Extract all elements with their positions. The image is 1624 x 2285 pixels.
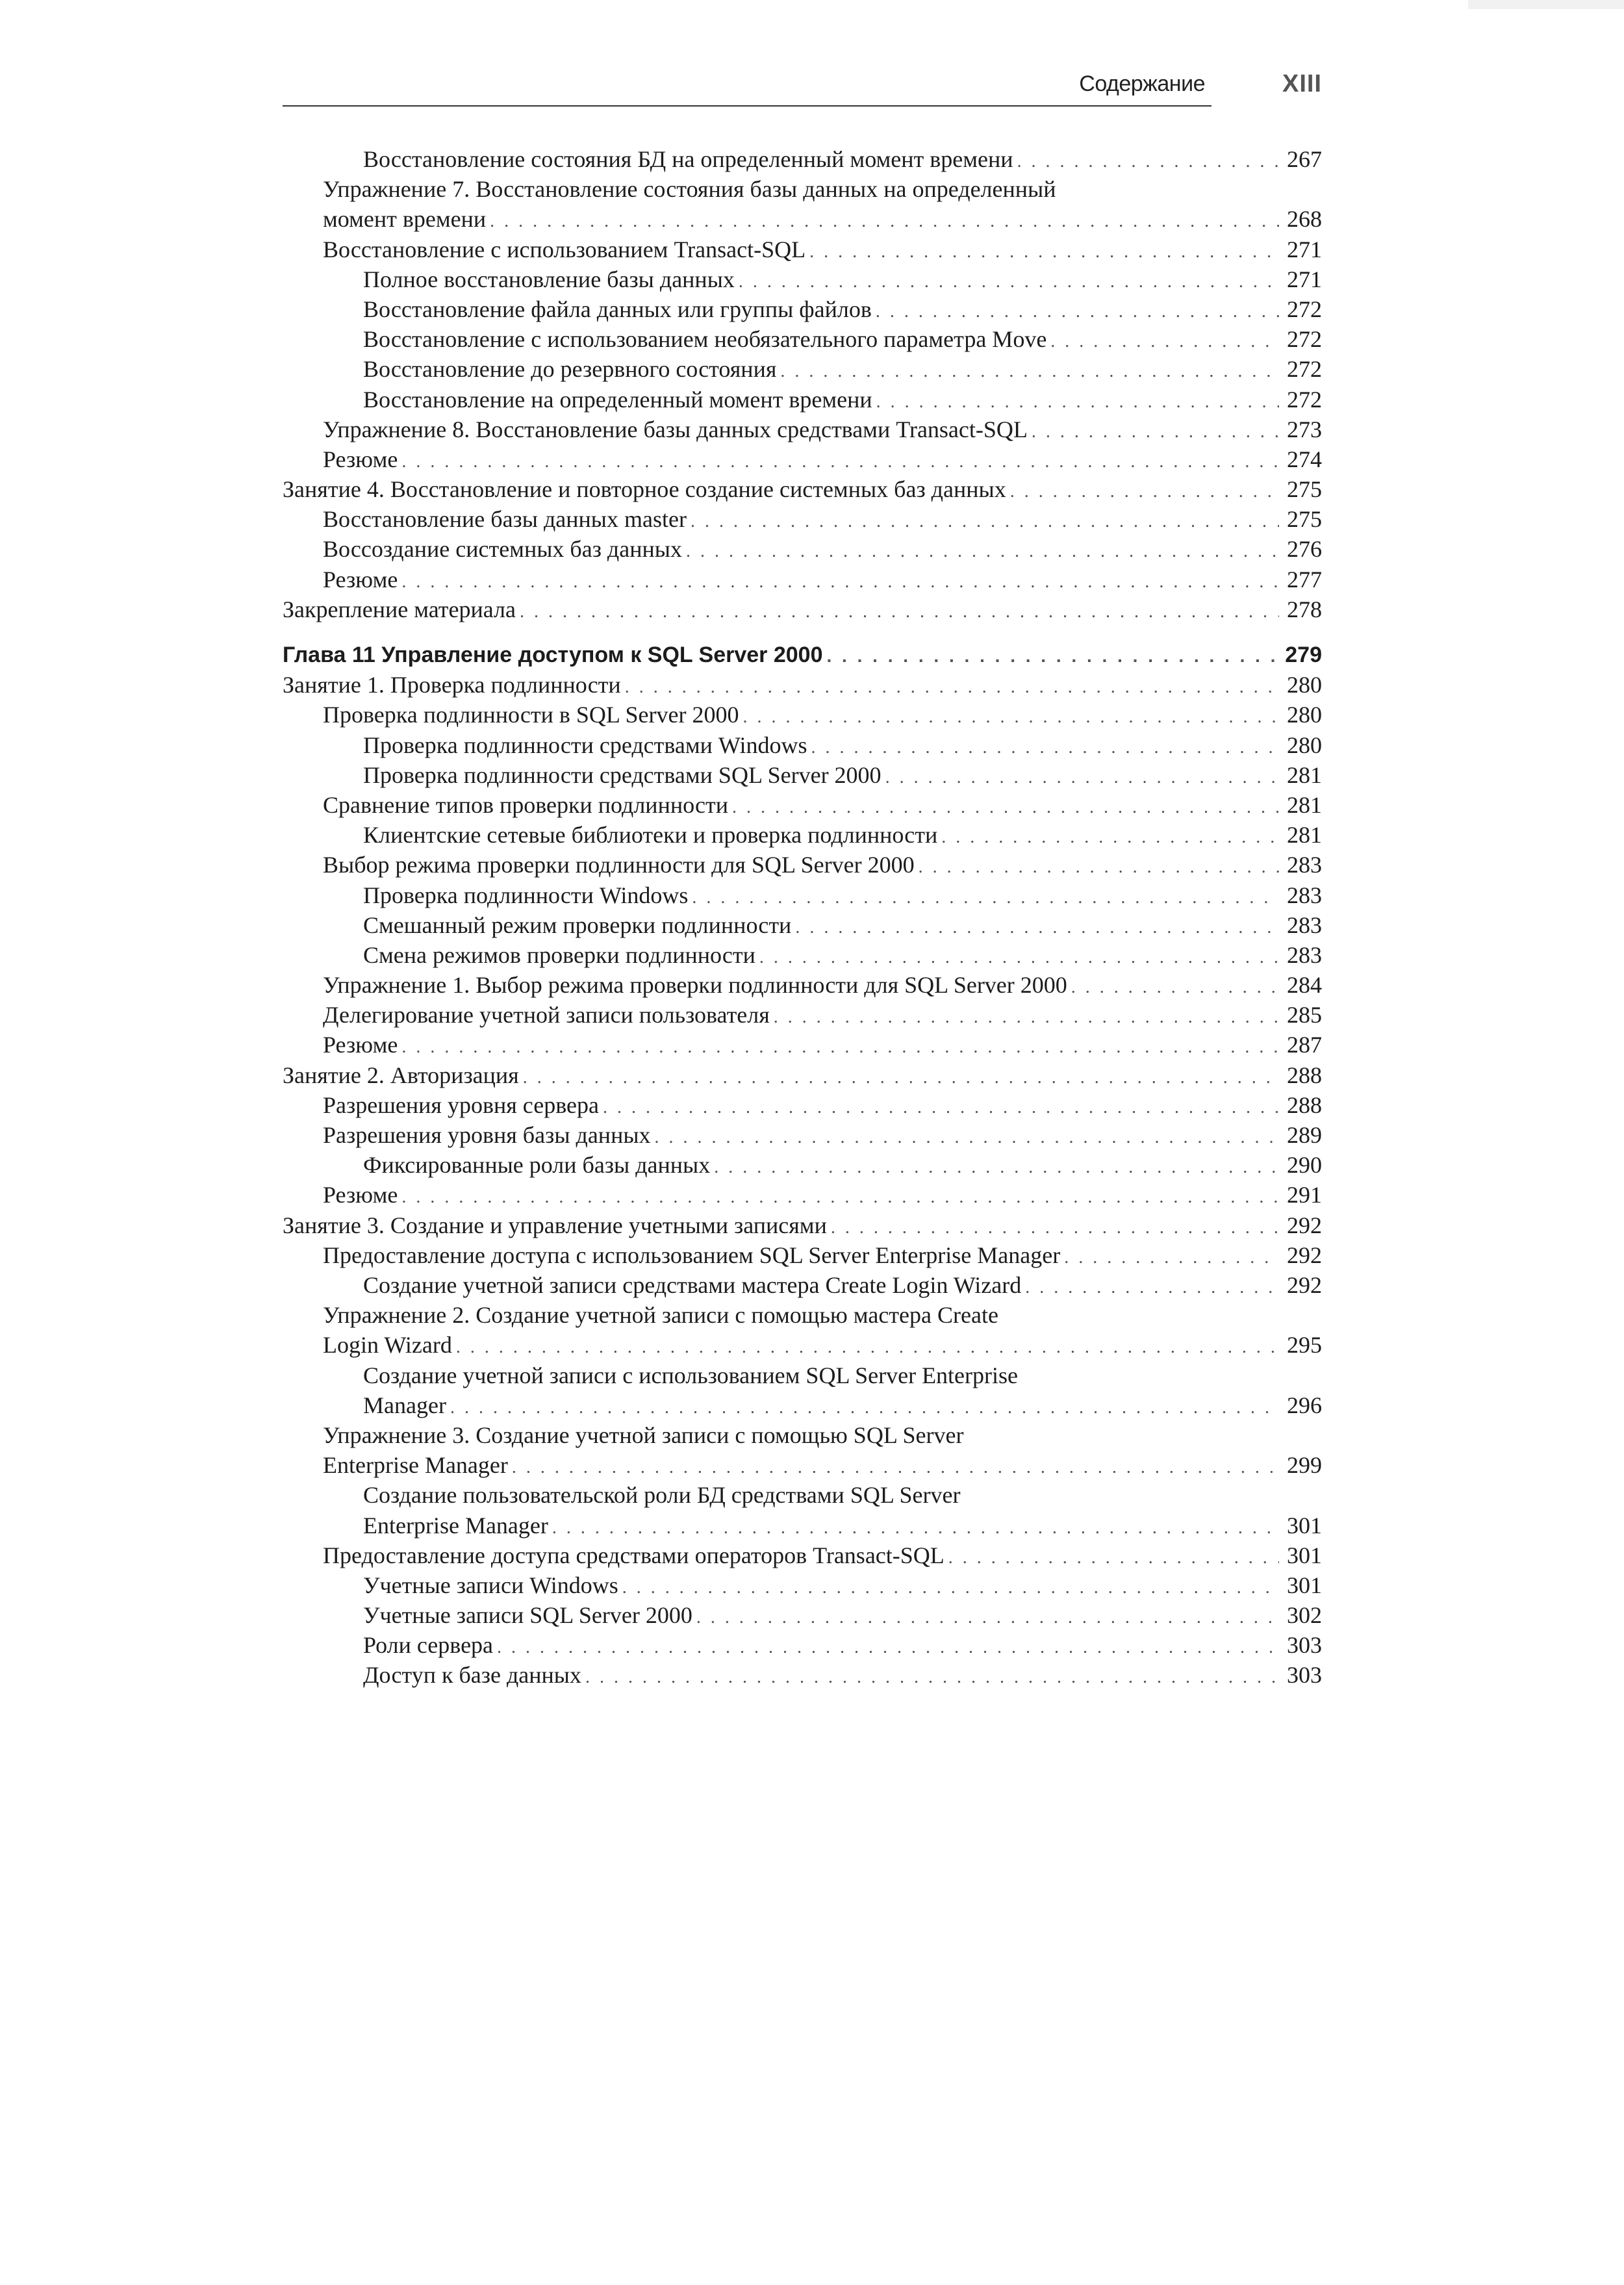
dot-leader xyxy=(811,733,1279,763)
toc-entry-title-continued: Login Wizard xyxy=(323,1332,452,1359)
toc-entry-page: 271 xyxy=(1287,236,1322,262)
dot-leader xyxy=(885,763,1279,793)
toc-entry-title: Закрепление материала xyxy=(283,596,516,622)
toc-entry-title: Учетные записи SQL Server 2000 xyxy=(363,1602,692,1629)
dot-leader xyxy=(876,387,1279,417)
toc-entry-page: 274 xyxy=(1287,446,1322,472)
toc-entry-page: 288 xyxy=(1287,1062,1322,1088)
toc-entry-page: 283 xyxy=(1287,852,1322,878)
toc-entry-page: 295 xyxy=(1287,1332,1322,1359)
toc-entry-page: 268 xyxy=(1287,206,1322,233)
dot-leader xyxy=(622,1573,1279,1603)
toc-entry-title: Доступ к базе данных xyxy=(363,1662,581,1689)
page-edge-shadow xyxy=(1468,0,1624,9)
toc-entry xyxy=(283,820,1322,850)
toc-entry-page: 291 xyxy=(1287,1182,1322,1208)
toc-entry-page: 267 xyxy=(1287,146,1322,172)
toc-entry-title: Восстановление с использованием необязательного параметра Move xyxy=(363,326,1047,353)
toc-entry-title: Резюме xyxy=(323,1032,398,1058)
dot-leader xyxy=(1071,973,1279,1002)
toc-entry-page: 281 xyxy=(1287,822,1322,849)
toc-entry-title: Проверка подлинности Windows xyxy=(363,882,689,908)
toc-entry-page: 283 xyxy=(1287,912,1322,938)
dot-leader xyxy=(523,1063,1279,1093)
dot-leader xyxy=(743,702,1280,732)
dot-leader xyxy=(603,1093,1279,1123)
dot-leader xyxy=(497,1633,1279,1663)
dot-leader xyxy=(759,943,1279,973)
toc-entry-page: 275 xyxy=(1287,506,1322,533)
toc-entry xyxy=(283,790,1322,820)
toc-entry xyxy=(283,415,1322,444)
dot-leader xyxy=(919,852,1279,882)
toc-entry xyxy=(283,444,1322,474)
toc-entry-title: Создание пользовательской роли БД средствами SQL Server xyxy=(363,1482,961,1509)
dot-leader xyxy=(401,1182,1279,1212)
toc-entry-page: 273 xyxy=(1287,416,1322,442)
toc-entry-page: 278 xyxy=(1287,596,1322,622)
toc-entry xyxy=(283,235,1322,264)
toc-entry xyxy=(283,294,1322,324)
dot-leader xyxy=(585,1663,1279,1692)
dot-leader xyxy=(686,537,1279,567)
toc-entry-page: 280 xyxy=(1287,702,1322,728)
toc-entry-page: 303 xyxy=(1287,1632,1322,1659)
toc-entry-page: 285 xyxy=(1287,1002,1322,1028)
toc-entry xyxy=(283,1150,1322,1180)
dot-leader xyxy=(696,1603,1279,1633)
toc-entry-page: 301 xyxy=(1287,1512,1322,1538)
toc-entry-title: Занятие 4. Восстановление и повторное создание системных баз данных xyxy=(283,476,1006,503)
toc-entry-title: Восстановление базы данных master xyxy=(323,506,687,533)
toc-entry-title: Создание учетной записи средствами мастера Create Login Wizard xyxy=(363,1271,1022,1298)
toc-entry-title-continued: момент времени xyxy=(323,206,487,233)
toc-entry-title: Предоставление доступа средствами операторов Transact-SQL xyxy=(323,1542,945,1568)
toc-entry xyxy=(283,1270,1322,1300)
dot-leader xyxy=(552,1513,1279,1543)
dot-leader xyxy=(941,823,1279,852)
toc-entry-title: Занятие 3. Создание и управление учетными записями xyxy=(283,1212,827,1238)
toc-entry xyxy=(283,1030,1322,1060)
toc-entry-title: Занятие 1. Проверка подлинности xyxy=(283,672,621,698)
toc-entry-title: Восстановление с использованием Transact-SQL xyxy=(323,236,806,262)
toc-entry-title: Упражнение 7. Восстановление состояния базы данных на определенный xyxy=(323,176,1056,203)
toc-entry xyxy=(283,385,1322,415)
toc-entry-title: Клиентские сетевые библиотеки и проверка подлинности xyxy=(363,822,938,849)
toc-entry xyxy=(283,174,1322,234)
toc-entry xyxy=(283,880,1322,910)
toc-entry xyxy=(283,1360,1322,1420)
toc-entry-page: 281 xyxy=(1287,761,1322,788)
toc-entry-title: Полное восстановление базы данных xyxy=(363,266,735,292)
toc-entry xyxy=(283,670,1322,700)
toc-entry-page: 271 xyxy=(1287,266,1322,292)
toc-entry-page: 272 xyxy=(1287,356,1322,383)
dot-leader xyxy=(1010,477,1279,507)
toc-entry xyxy=(283,700,1322,730)
dot-leader xyxy=(774,1002,1279,1032)
toc-entry-title: Упражнение 1. Выбор режима проверки подлинности для SQL Server 2000 xyxy=(323,972,1067,999)
toc-entry-page: 287 xyxy=(1287,1032,1322,1058)
toc-entry-title: Сравнение типов проверки подлинности xyxy=(323,791,728,818)
toc-entry xyxy=(283,504,1322,534)
toc-entry xyxy=(283,534,1322,564)
toc-entry xyxy=(283,760,1322,790)
dot-leader xyxy=(714,1153,1279,1182)
dot-leader xyxy=(795,913,1279,943)
dot-leader xyxy=(401,1032,1279,1062)
toc-entry-title: Восстановление до резервного состояния xyxy=(363,356,777,383)
dot-leader xyxy=(1050,327,1279,357)
toc-entry-title: Упражнение 8. Восстановление базы данных средствами Transact-SQL xyxy=(323,416,1028,442)
toc-entry-page: 283 xyxy=(1287,882,1322,908)
dot-leader xyxy=(1017,147,1279,177)
toc-entry-title: Восстановление на определенный момент времени xyxy=(363,386,872,413)
toc-entry xyxy=(283,940,1322,970)
toc-entry-page: 292 xyxy=(1287,1271,1322,1298)
toc-entry-title: Проверка подлинности средствами SQL Server 2000 xyxy=(363,761,882,788)
dot-leader xyxy=(831,1213,1279,1243)
dot-leader xyxy=(655,1123,1279,1153)
toc-entry-title: Разрешения уровня базы данных xyxy=(323,1122,651,1149)
toc-entry xyxy=(283,264,1322,294)
toc-entry xyxy=(283,474,1322,504)
toc-entry xyxy=(283,910,1322,940)
toc-entry-title: Учетные записи Windows xyxy=(363,1572,618,1598)
toc-entry-title: Делегирование учетной записи пользователя xyxy=(323,1002,770,1028)
toc-entry-page: 276 xyxy=(1287,536,1322,563)
toc-entry xyxy=(283,1600,1322,1630)
running-header-page-number: XIII xyxy=(1282,70,1322,97)
toc-entry xyxy=(283,1210,1322,1240)
toc-entry-title: Смена режимов проверки подлинности xyxy=(363,941,755,968)
toc-chapter-heading xyxy=(283,640,1322,670)
toc-entry-page: 279 xyxy=(1285,643,1322,668)
toc-entry-title-continued: Manager xyxy=(363,1392,446,1418)
toc-entry-title: Проверка подлинности в SQL Server 2000 xyxy=(323,702,739,728)
dot-leader xyxy=(450,1393,1279,1423)
toc-entry-page: 280 xyxy=(1287,672,1322,698)
toc-entry-page: 288 xyxy=(1287,1091,1322,1118)
toc-entry-page: 290 xyxy=(1287,1152,1322,1179)
dot-leader xyxy=(826,641,1279,671)
dot-leader xyxy=(520,597,1279,627)
toc-entry xyxy=(283,1120,1322,1150)
toc-entry-title-continued: Enterprise Manager xyxy=(363,1512,548,1538)
toc-entry xyxy=(283,1660,1322,1690)
toc-entry xyxy=(283,1480,1322,1540)
dot-leader xyxy=(456,1333,1279,1362)
toc-entry-page: 281 xyxy=(1287,791,1322,818)
toc-entry-page: 280 xyxy=(1287,732,1322,758)
toc-entry-page: 272 xyxy=(1287,386,1322,413)
toc-entry-title: Резюме xyxy=(323,1182,398,1208)
toc-entry-title: Резюме xyxy=(323,566,398,593)
header-rule xyxy=(283,105,1212,107)
toc-entry xyxy=(283,354,1322,384)
dot-leader xyxy=(1025,1273,1279,1303)
dot-leader xyxy=(780,357,1279,387)
dot-leader xyxy=(739,267,1279,297)
toc-entry-page: 302 xyxy=(1287,1602,1322,1629)
toc-entry-page: 284 xyxy=(1287,972,1322,999)
toc-entry xyxy=(283,730,1322,760)
dot-leader xyxy=(1032,417,1279,447)
running-header-title: Содержание xyxy=(1079,71,1205,96)
toc-entry-page: 292 xyxy=(1287,1242,1322,1268)
dot-leader xyxy=(625,672,1279,702)
toc-entry xyxy=(283,1060,1322,1090)
dot-leader xyxy=(948,1543,1279,1573)
toc-entry-title: Проверка подлинности средствами Windows xyxy=(363,732,807,758)
toc-entry-page: 292 xyxy=(1287,1212,1322,1238)
toc-entry-title: Восстановление состояния БД на определенный момент времени xyxy=(363,146,1013,172)
toc-entry-title: Фиксированные роли базы данных xyxy=(363,1152,711,1179)
toc-entry-title: Создание учетной записи с использованием SQL Server Enterprise xyxy=(363,1362,1018,1388)
toc-entry xyxy=(283,565,1322,594)
toc-entry-title: Смешанный режим проверки подлинности xyxy=(363,912,792,938)
dot-leader xyxy=(401,567,1279,597)
toc-entry-page: 272 xyxy=(1287,326,1322,353)
toc-entry-title: Упражнение 3. Создание учетной записи с помощью SQL Server xyxy=(323,1422,964,1448)
toc-entry-title-continued: Enterprise Manager xyxy=(323,1452,508,1479)
toc-entry-page: 275 xyxy=(1287,476,1322,503)
toc-entry-page: 283 xyxy=(1287,941,1322,968)
toc-entry xyxy=(283,1180,1322,1210)
toc-entry-page: 301 xyxy=(1287,1542,1322,1568)
dot-leader xyxy=(512,1453,1279,1483)
dot-leader xyxy=(401,447,1279,477)
toc-entry xyxy=(283,1420,1322,1480)
toc-entry xyxy=(283,1000,1322,1030)
dot-leader xyxy=(809,237,1279,267)
toc-entry-page: 299 xyxy=(1287,1452,1322,1479)
toc-entry xyxy=(283,324,1322,354)
toc-entry xyxy=(283,594,1322,624)
toc-entry xyxy=(283,1570,1322,1600)
toc-entry-title: Глава 11 Управление доступом к SQL Server 2000 xyxy=(283,643,823,668)
toc-entry-title: Занятие 2. Авторизация xyxy=(283,1062,519,1088)
toc-entry xyxy=(283,1630,1322,1660)
toc-entry-title: Роли сервера xyxy=(363,1632,494,1659)
toc-entry-page: 289 xyxy=(1287,1122,1322,1149)
toc-entry xyxy=(283,850,1322,880)
dot-leader xyxy=(691,507,1279,537)
toc-entry xyxy=(283,1090,1322,1120)
toc-entry xyxy=(283,1540,1322,1570)
toc-entry-title: Разрешения уровня сервера xyxy=(323,1091,599,1118)
toc-entry-page: 303 xyxy=(1287,1662,1322,1689)
toc-entry xyxy=(283,144,1322,174)
table-of-contents xyxy=(283,144,1322,1691)
dot-leader xyxy=(876,297,1279,327)
toc-entry-title: Восстановление файла данных или группы файлов xyxy=(363,296,872,322)
dot-leader xyxy=(490,207,1279,236)
toc-entry-page: 296 xyxy=(1287,1392,1322,1418)
toc-entry-title: Упражнение 2. Создание учетной записи с помощью мастера Create xyxy=(323,1302,998,1329)
toc-entry-page: 272 xyxy=(1287,296,1322,322)
toc-entry xyxy=(283,970,1322,1000)
toc-entry-title: Выбор режима проверки подлинности для SQL Server 2000 xyxy=(323,852,915,878)
dot-leader xyxy=(732,793,1279,823)
dot-leader xyxy=(1064,1243,1279,1273)
toc-entry-page: 301 xyxy=(1287,1572,1322,1598)
running-header xyxy=(283,62,1322,108)
toc-entry-title: Резюме xyxy=(323,446,398,472)
toc-entry-title: Предоставление доступа с использованием SQL Server Enterprise Manager xyxy=(323,1242,1061,1268)
toc-entry xyxy=(283,1240,1322,1270)
dot-leader xyxy=(692,883,1279,913)
toc-entry xyxy=(283,1300,1322,1360)
toc-entry-title: Воссоздание системных баз данных xyxy=(323,536,682,563)
toc-entry-page: 277 xyxy=(1287,566,1322,593)
